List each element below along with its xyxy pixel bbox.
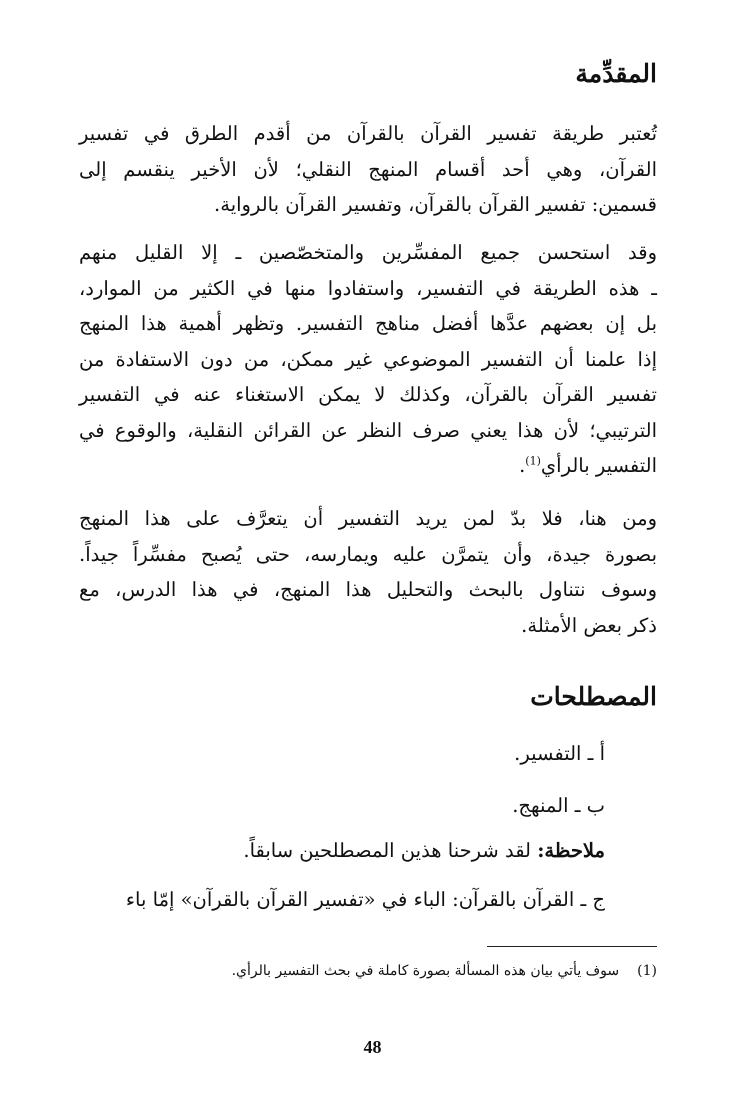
paragraph-line: ومن هنا، فلا بدّ لمن يريد التفسير أن يتعرَّف على هذا المنهج [79,507,657,530]
term-item-b: ب ـ المنهج. [512,794,605,817]
term-item-c: ج ـ القرآن بالقرآن: الباء في «تفسير القرآن بالقرآن» إمّا باء [125,888,605,911]
term-item-a: أ ـ التفسير. [514,742,605,765]
note-text: لقد شرحنا هذين المصطلحين سابقاً. [243,839,538,862]
paragraph-line: الترتيبي؛ لأن هذا يعني صرف النظر عن القرائن النقلية، والوقوع في [79,418,657,442]
last-line-end: . [519,454,526,477]
footnote-number: (1) [637,963,657,979]
footnote [232,960,657,982]
section-heading-introduction: المقدِّمة [575,59,657,88]
paragraph-line: القرآن، وهي أحد أقسام المنهج النقلي؛ لأن الأخير ينقسم إلى [79,157,657,181]
note-label: ملاحظة: [537,839,605,862]
paragraph-line: تُعتبر طريقة تفسير القرآن بالقرآن من أقدم الطرق في تفسير [79,122,657,145]
paragraph-line [79,448,657,484]
paragraph-line: تفسير القرآن بالقرآن، وكذلك لا يمكن الاستغناء عنه في التفسير [79,383,657,406]
paragraph-line: ذكر بعض الأمثلة. [521,613,657,637]
footnote-reference[interactable]: (1) [525,454,541,468]
paragraph-line: قسمين: تفسير القرآن بالقرآن، وتفسير القرآن بالرواية. [214,193,657,216]
paragraph-line: ـ هذه الطريقة في التفسير، واستفادوا منها في الكثير من الموارد، [79,276,657,300]
paragraph-line: إذا علمنا أن التفسير الموضوعي غير ممكن، من دون الاستفادة من [79,347,657,371]
page-number: 48 [363,1037,382,1057]
paragraph-1 [79,116,657,223]
paragraph-line: بل إن بعضهم عدَّها أفضل مناهج التفسير. وتظهر أهمية هذا المنهج [79,312,657,335]
paragraph-3 [79,501,657,643]
footnote-text: سوف يأتي بيان هذه المسألة بصورة كاملة في بحث التفسير بالرأي. [231,963,620,979]
note-line [243,835,605,867]
paragraph-line: وسوف نتناول بالبحث والتحليل هذا المنهج، في هذا الدرس، مع [79,578,657,601]
last-line-text: التفسير بالرأي [540,454,657,477]
footnote-divider [487,946,657,947]
paragraph-line: بصورة جيدة، وأن يتمرَّن عليه ويمارسه، حتى يُصبح مفسِّراً جيداً. [79,542,657,566]
paragraph-2 [79,235,657,484]
section-heading-terms: المصطلحات [530,682,657,711]
paragraph-line: وقد استحسن جميع المفسِّرين والمتخصّصين ـ إلا القليل منهم [79,241,657,264]
